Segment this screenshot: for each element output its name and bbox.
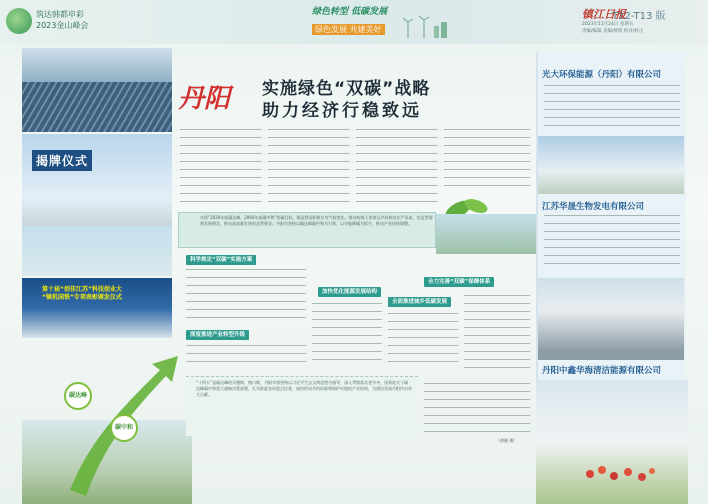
wind-turbine-skyline-icon [400, 14, 450, 38]
article-column-6 [186, 342, 306, 372]
power-plant-photo-1 [538, 136, 684, 194]
ceremony-banner-text [42, 286, 122, 302]
article-column-2 [268, 126, 350, 210]
city-logo-text: 丹阳 [178, 84, 231, 114]
badge-carbon-peak: 碳达峰 [64, 382, 92, 410]
company-heading-1: 光大环保能源（丹阳）有限公司 [542, 70, 662, 80]
subhead-urban-rural: 全面推进城乡低碳发展 [388, 297, 451, 307]
newspaper-name: 镇江日报 [582, 8, 626, 21]
banner-line-2: 绿色发展 共建美好 [312, 24, 385, 35]
article-column-3 [356, 126, 438, 210]
banner-line-1: 绿色转型 低碳发展 [312, 7, 388, 17]
quote-paragraph: “十四五”是碳达峰的关键期、窗口期，丹阳市将坚持以习近平生态文明思想为指导，深入贯彻落实党中央、国务院关于碳达峰碳中和重大战略决策部署，扎实推进各项重点任务，加快形成节约资源和保护环境的产业结构，为建设美丽丹阳作出更大贡献。 [196, 380, 412, 397]
editor-credits: 责编/编辑 美编/排版 校对/校正 [582, 29, 644, 34]
ceremony-banner-line-1: 第十届“创佳江苏”科技创业大 [42, 286, 122, 293]
article-column-1 [180, 126, 262, 210]
page-header [0, 0, 708, 44]
biomass-plant-photo [538, 278, 684, 360]
stage-group-photo [22, 226, 172, 276]
issue-date: 2023年11月24日 星期五 [582, 22, 634, 27]
green-landscape-photo [436, 214, 536, 254]
subhead-industry: 深度推进产业转型升级 [186, 330, 249, 340]
article-column-10 [424, 380, 530, 440]
photo-credit: （俞晓 摄） [496, 438, 518, 443]
ceremony-banner-line-2: “镇机国铁”专项表彰颁发仪式 [42, 294, 122, 301]
plaque-unveiling-photo [22, 134, 172, 226]
ceremony-label: 揭牌仪式 [32, 150, 92, 171]
solar-panel-photo [22, 48, 172, 132]
subhead-guarantee: 全力完善“双碳”保障体系 [424, 277, 494, 287]
flower-garden-icon [580, 444, 660, 484]
logo-line-2: 2023金山峰会 [36, 21, 89, 30]
badge-carbon-neutral: 碳中和 [110, 414, 138, 442]
page-number: T12-T13 版 [612, 11, 666, 22]
intro-paragraph: 实现“2030年前碳达峰、2060年前碳中和”的碳目标，既是我国积极应对气候变化、推动构建人类命运共同体的庄严承诺，也是贯彻新发展理念、推动高质量发展的必然要求。丹阳市坚持以碳达峰碳中和为引领，以节能降碳为抓手，推动产业结构调整。 [200, 215, 433, 226]
company-2-text [544, 212, 680, 272]
article-column-7 [312, 300, 382, 372]
article-column-8 [388, 310, 458, 372]
summit-logo-icon [6, 8, 32, 34]
headline-line-2: 助力经济行稳致远 [262, 101, 422, 121]
company-heading-3: 丹阳中鑫华海清洁能源有限公司 [542, 366, 662, 376]
subhead-plan: 科学规定“双碳”实施方案 [186, 255, 256, 265]
company-1-text [544, 82, 680, 132]
green-banner [312, 4, 396, 36]
article-column-4 [444, 126, 530, 196]
article-column-9 [464, 292, 530, 376]
headline-line-1: 实施绿色“双碳”战略 [262, 79, 431, 99]
logo-line-1: 筑达韩都申彩 [36, 10, 84, 19]
substation-photo [536, 380, 688, 504]
article-column-5 [186, 266, 306, 328]
company-heading-2: 江苏华晟生物发电有限公司 [542, 202, 645, 212]
subhead-energy: 加快优化能源发展结构 [318, 287, 381, 297]
